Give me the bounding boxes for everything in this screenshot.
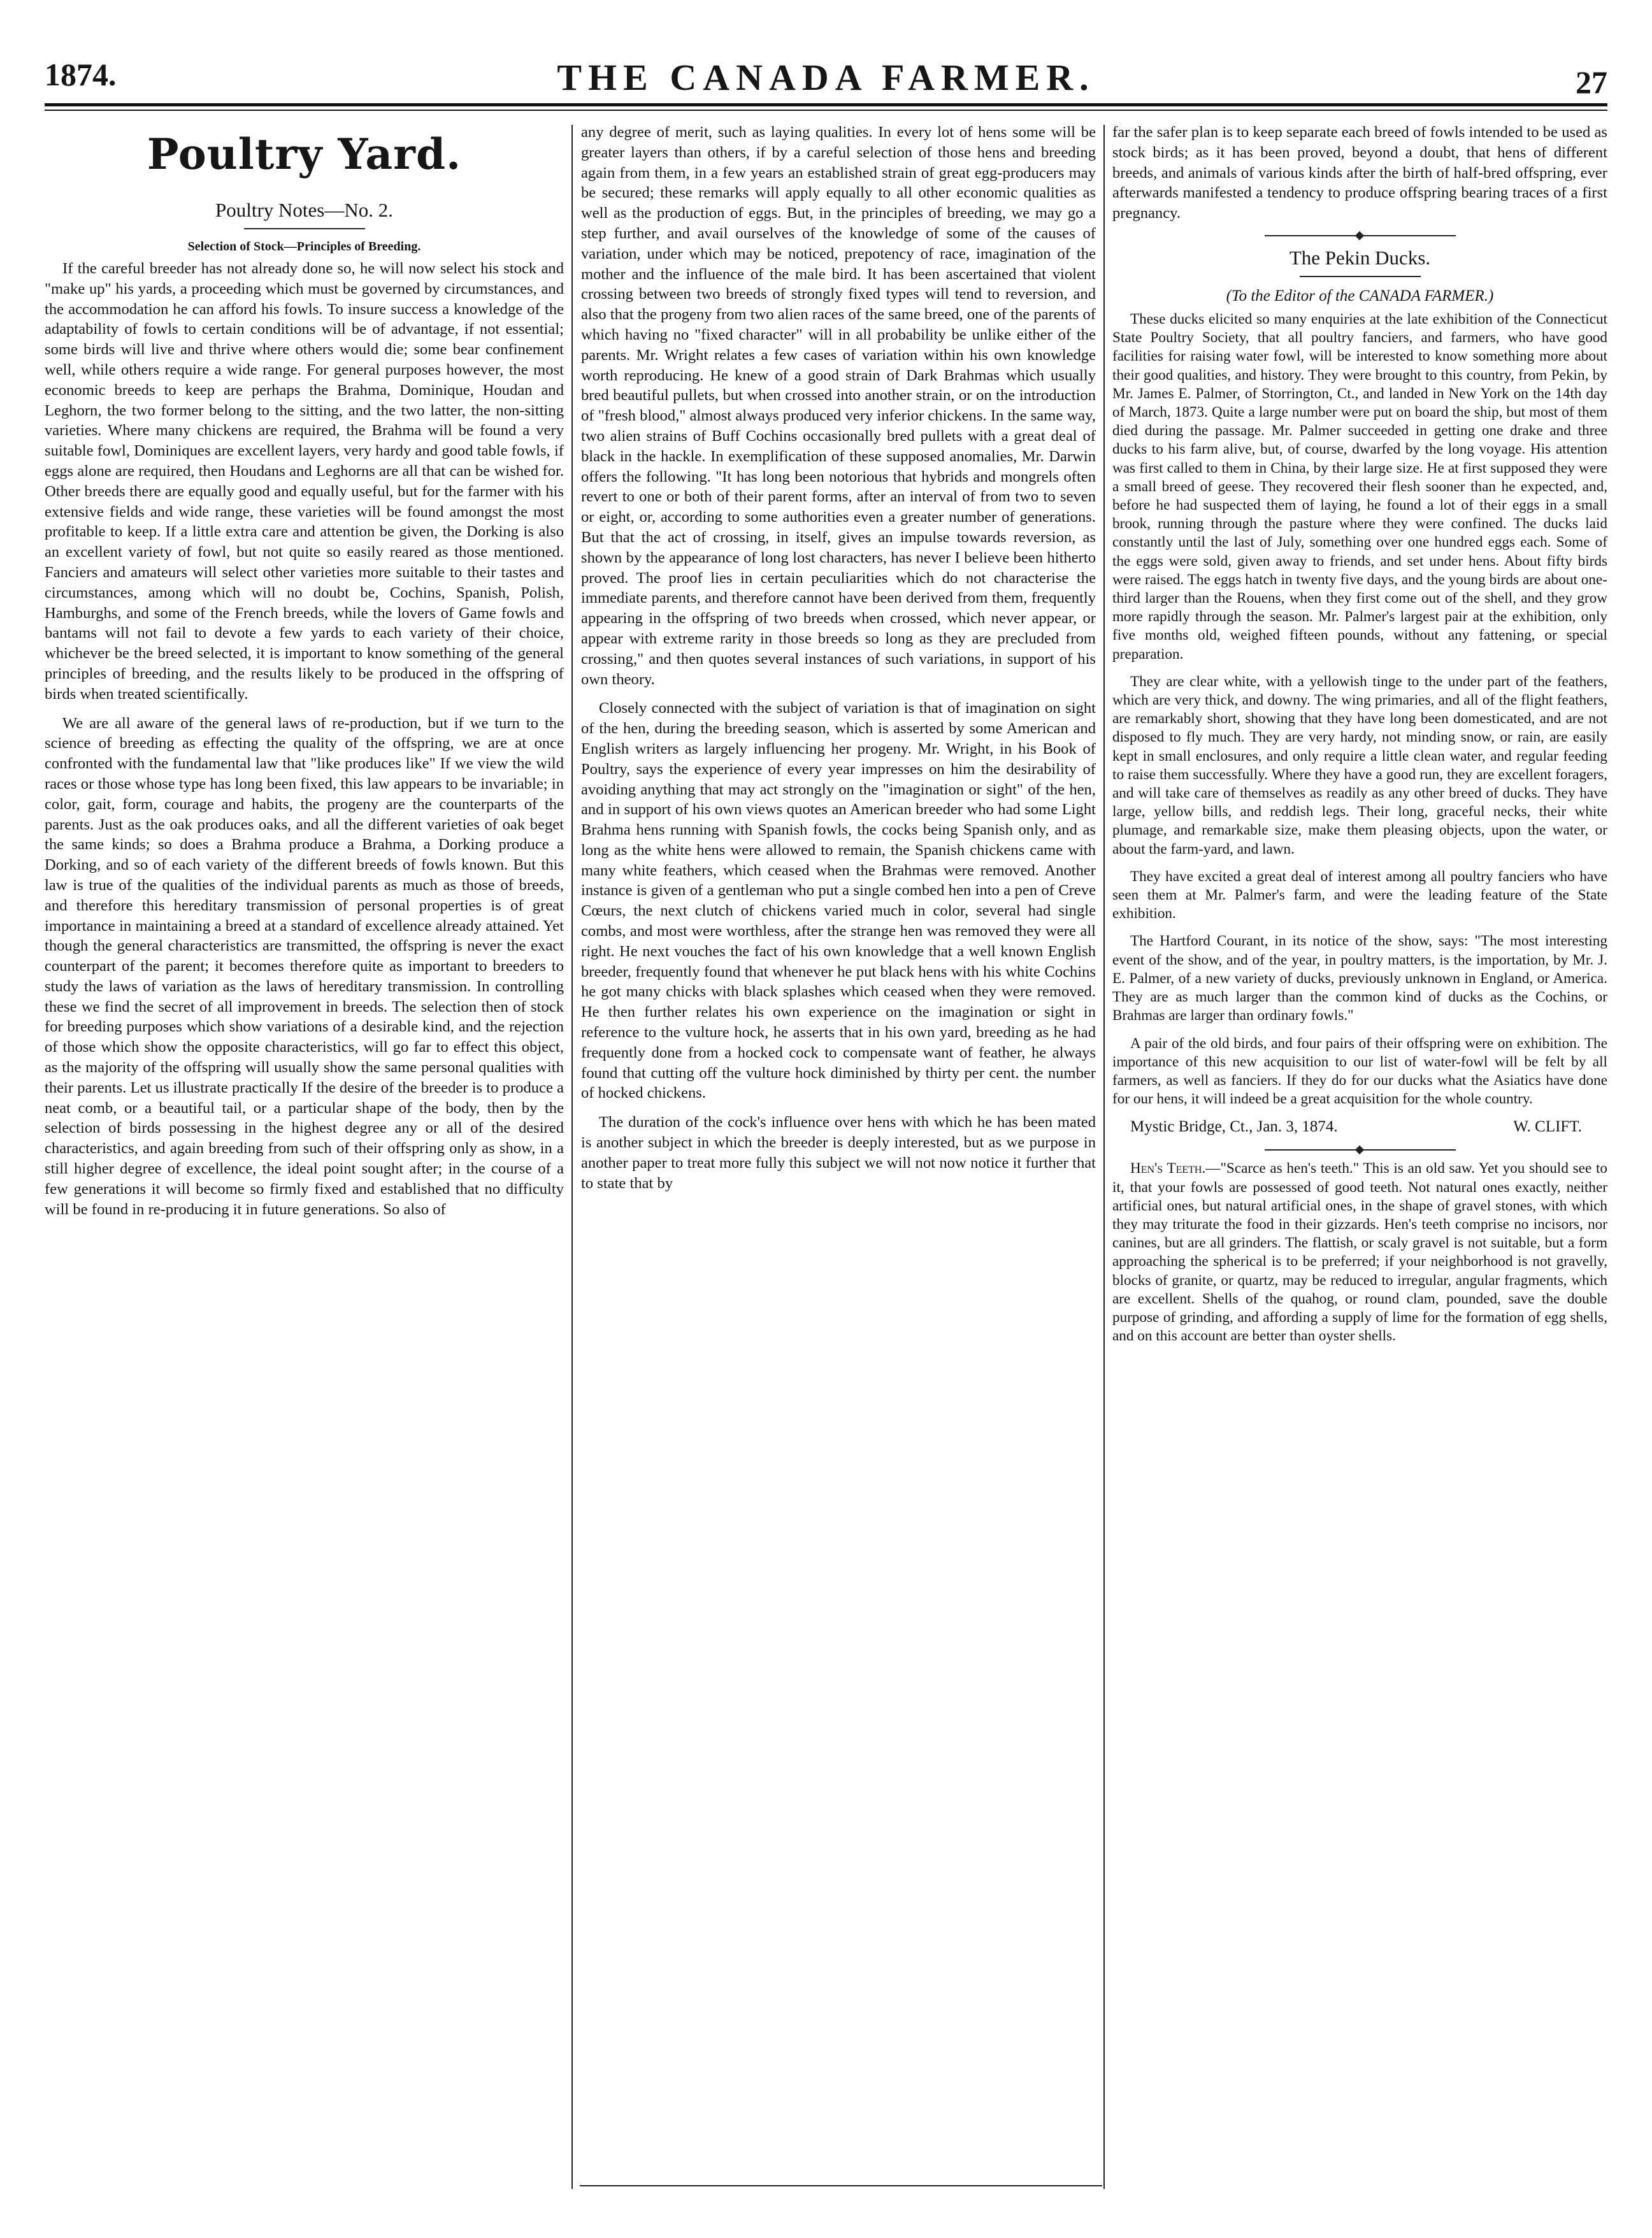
paragraph: If the careful breeder has not already done so, he will now select his stock and "make up" his yards, a proceeding which must be governed by circumstances, and the accommodation he can afford his fowls. To insure success a knowledge of the adaptability of fowls to certain conditions will be of advantage, if not essential; some birds will live and thrive where others would die; some bear confinement well, while others require a wide range. For general purposes however, the most economic breeds to keep are perhaps the Brahma, Dominique, Houdan and Leghorn, the two former belong to the sitting, and the two latter, the non-sitting varieties. Where many chickens are required, the Brahma will be found a very suitable fowl, Dominiques are excellent layers, very hardy and good table fowls, if eggs alone are required, then Houdans and Leghorns are all that can be wished for. Other breeds there are equally good and equally useful, but for the farmer with his extensive fields and wide range, these varieties will be found amongst the most profitable to keep. If a little extra care and attention be given, the Dorking is also an excellent variety of fowl, but not quite so easily reared as those mentioned. Fanciers and amateurs will select other varieties more suitable to their tastes and circumstances, among which will no doubt be, Cochins, Spanish, Polish, Hamburghs, and some of the French breeds, while the lovers of Game fowls and bantams will not fail to devote a few yards to each variety of their choice, whichever be the breed selected, it is important to know something of the general principles of breeding, and the results likely to be produced in the offspring of birds when treated scientifically. — [45, 260, 564, 703]
paragraph: They have excited a great deal of interest among all poultry fanciers who have seen them at Mr. Palmer's farm, and were the leading feature of the State exhibition. — [1112, 868, 1607, 922]
column-1 — [45, 122, 564, 2180]
paragraph: Closely connected with the subject of variation is that of imagination on sight of the hen, during the breeding season, which is asserted by some American and English writers as largely influencing her progeny. Mr. Wright, in his Book of Poultry, says the experience of every year impresses on him the desirability of avoiding anything that may act strongly on the "imagination or sight" of the hen, and in support of his own views quotes an American breeder who had some Light Brahma hens running with Spanish fowls, the cocks being Spanish only, and as long as the white hens were allowed to remain, the Spanish chickens came with many white feathers, which ceased when the Brahmas were removed. Another instance is given of a gentleman who put a single combed hen into a pen of Creve Cœurs, the next clutch of chickens varied much in color, several had single combs, and most were worthless, after the strange hen was removed they were all right. He next vouches the fact of his own knowledge that a well known English breeder, frequently found that whenever he put black hens with his white Cochins he got many chicks with black splashes which ceased when they were removed. He then further relates his own experience on the imagination or sight in reference to the vulture hock, he asserts that in his own yard, breeding as he had frequently done from a hocked cock to compensate want of feather, he always found that cutting off the vulture hock diminished by thirty per cent. the number of hocked chickens. — [581, 699, 1096, 1102]
signature-name: W. CLIFT. — [1513, 1118, 1582, 1136]
masthead-rule-thin — [45, 110, 1607, 111]
masthead-year: 1874. — [45, 57, 117, 92]
title-rule — [1300, 276, 1421, 277]
paragraph: These ducks elicited so many enquiries at the late exhibition of the Connecticut State Poultry Society, that all poultry fanciers, and farmers, who have good facilities for raising water fowl, will be interested to know something more about their good qualities, and history. They were brought to this country, from Pekin, by Mr. James E. Palmer, of Storrington, Ct., and landed in New York on the 14th day of March, 1873. Quite a large number were put on board the ship, but most of them died during the passage. Mr. Palmer succeeded in getting one drake and three ducks to his farm alive, but, of course, dwarfed by the long voyage. His attention was first called to them in China, by their large size. He at first supposed they were a small breed of geese. They recovered their flesh sooner than he expected, and, before he had suspected them of laying, he found a lot of their eggs in a small brook, running through the pasture where they were confined. The ducks laid constantly until the last of July, something over one hundred eggs each. Some of the eggs were sold, given away to friends, and set under hens. About fifty birds were raised. The eggs hatch in twenty five days, and the young birds are about one-third larger than the Rouens, when they first come out of the shell, and they grow more rapidly through the season. Mr. Palmer's largest pair at the exhibition, only five months old, weighed fifteen pounds, without any fattening, or special preparation. — [1112, 310, 1607, 663]
paragraph: We are all aware of the general laws of re-production, but if we turn to the science of breeding as effecting the quality of the offspring, we are at once confronted with the fundamental law that "like produces like" If we view the wild races or those whose type has long been fixed, this law appears to be invariable; in color, gait, form, courage and habits, the progeny are the counterparts of the parents. Just as the oak produces oaks, and all the different varieties of oak beget the same kinds; so does a Brahma produce a Brahma, a Dorking produce a Dorking, and so of each variety of the different breeds of fowls known. But this law is true of the qualities of the individual parents as much as those of breeds, and therefore this hereditary transmission of personal properties is of great importance in maintaining a breed at a standard of excellence already attained. Yet though the general characteristics are transmitted, the offspring is never the exact counterpart of the parent; it becomes therefore quite as important to breeders to study the laws of variation as the laws of hereditary transmission. In controlling these we find the secret of all improvement in breeds. The selection then of stock for breeding purposes which show variations of a desirable kind, and the rejection of those which show the opposite characteristics, will go far to effect this object, as the majority of the offspring will usually show the same personal qualities with their parents. Let us illustrate practically If the desire of the breeder is to produce a neat comb, or a beautiful tail, or a particular shape of the body, then by the selection of birds possessing in the highest degree any or all of the desired characteristics, and again breeding from such of their offspring only as show, in a still higher degree of excellence, the ideal point sought after; in the course of a few generations it will become so firmly fixed and established that no difficulty will be found in re-producing it in future generations. So also of — [45, 714, 564, 1218]
paragraph: far the safer plan is to keep separate each breed of fowls intended to be used as stock birds; as it has been proved, beyond a doubt, that hens of different breeds, and animals of various kinds after the birth of half-bred offspring, ever afterwards manifested a tendency to produce offspring bearing traces of a first pregnancy. — [1112, 124, 1607, 222]
paragraph: They are clear white, with a yellowish tinge to the under part of the feathers, which are very thick, and downy. The wing primaries, and all of the flight feathers, are remarkably short, showing that they have long been domesticated, and are not disposed to fly much. They are very hardy, not minding snow, or rain, are easily kept in small enclosures, and only require a little clean water, and regular feeding to raise them successfully. Where they have a good run, they are excellent foragers, and will take care of themselves as readily as any other breed of ducks. They have large, yellow bills, and reddish legs. Their long, graceful necks, their white plumage, and remarkable size, make them pleasing objects, upon the water, or about the farm-yard, and lawn. — [1112, 673, 1607, 857]
column-divider-1 — [571, 125, 573, 2189]
column-divider-2 — [1103, 125, 1105, 2189]
paragraph: The Hartford Courant, in its notice of the show, says: "The most interesting event of the show, and of the year, in poultry matters, is the importation, by Mr. J. E. Palmer, of a new variety of ducks, previously unknown in England, or America. They are as much larger than the common kind of ducks as the Cochins, or Brahmas are larger than ordinary fowls." — [1112, 933, 1607, 1024]
article-title-poultry-notes: Poultry Notes—No. 2. — [215, 199, 393, 221]
section-title: Poultry Yard. — [147, 129, 462, 179]
signature-line — [1112, 1116, 1607, 1138]
article-separator — [1265, 235, 1456, 236]
bottom-rule — [580, 2185, 1102, 2186]
article-title-pekin-ducks: The Pekin Ducks. — [1289, 246, 1431, 269]
article-subtitle: Selection of Stock—Principles of Breeding. — [187, 240, 421, 254]
title-rule — [244, 228, 365, 229]
masthead-title: THE CANADA FARMER. — [557, 57, 1095, 98]
paragraph-hens-teeth — [1112, 1159, 1607, 1345]
signature-place: Mystic Bridge, Ct., Jan. 3, 1874. — [1130, 1118, 1338, 1136]
masthead — [45, 56, 1607, 101]
editor-address: (To the Editor of the CANADA FARMER.) — [1226, 287, 1494, 305]
hens-teeth-lead: Hen's Teeth.— — [1130, 1160, 1221, 1177]
hens-teeth-text: "Scarce as hen's teeth." This is an old saw. Yet you should see to it, that your fowls are possessed of good teeth. Not natural ones exactly, neither artificial ones, but natural artificial ones, in the shape of gravel stones, with which they may triturate the food in their gizzards. Hen's teeth comprise no incisors, nor canines, but are all grinders. The flattish, or scaly gravel is not suitable, but a form approaching the spherical is to be preferred; if your neighborhood is not gravelly, blocks of granite, or quartz, may be reduced to irregular, angular fragments, which are excellent. Shells of the quahog, or round clam, pounded, save the double purpose of grinding, and affording a supply of lime for the formation of egg shells, and on this account are better than oyster shells. — [1112, 1160, 1607, 1345]
paragraph: The duration of the cock's influence over hens with which he has been mated is another subject in which the breeder is deeply interested, but as we purpose in another paper to treat more fully this subject we will not now notice it further that to state that by — [581, 1114, 1096, 1192]
page-number: 27 — [1576, 64, 1607, 100]
masthead-rule-thick — [45, 103, 1607, 106]
article-separator — [1265, 1149, 1456, 1151]
column-3 — [1112, 122, 1607, 2180]
column-2 — [581, 122, 1096, 2180]
paragraph: any degree of merit, such as laying qualities. In every lot of hens some will be greater layers than others, if by a careful selection of those hens and breeding again from them, in a few years an established strain of great egg-producers may be secured; these remarks will apply equally to all other economic qualities as well as the production of eggs. But, in the principles of breeding, we may go a step further, and avail ourselves of the knowledge of some of the causes of variation, under which may be noticed, prepotency of race, imagination of the mother and the influence of the male bird. It has been ascertained that violent crossing between two breeds of strongly fixed types will tend to reversion, and also that the progeny from two alien races of the same breed, one of the parents of which having no "fixed character" will in all probability be unlike either of the parents. Mr. Wright relates a few cases of variation within his own knowledge worth reproducing. He knew of a good strain of Dark Brahmas which usually bred beautiful pullets, but when crossed into another strain, or on the introduction of "fresh blood," almost always produced very inferior chickens. In the same way, two alien strains of Buff Cochins occasionally bred pullets with a great deal of black in the hackle. In exemplification of these supposed anomalies, Mr. Darwin offers the following. "It has long been notorious that hybrids and mongrels often revert to one or both of their parent forms, after an interval of from two to seven or eight, or, according to some authorities even a greater number of generations. But that the act of crossing, in itself, gives an impulse towards reversion, as shown by the appearance of long lost characters, has never I believe been hitherto proved. The proof lies in certain peculiarities which do not characterise the immediate parents, and therefore cannot have been derived from them, frequently appearing in the offspring of two breeds when crossed, which never appear, or appear with extreme rarity in those breeds so long as they are precluded from crossing," and then quotes several instances of such variations, in support of his own theory. — [581, 124, 1096, 688]
paragraph: A pair of the old birds, and four pairs of their offspring were on exhibition. The importance of this new acquisition to our list of water-fowl will be felt by all farmers, as well as fanciers. If they do for our ducks what the Asiatics have done for our hens, it will indeed be a great acquisition for the whole country. — [1112, 1035, 1607, 1108]
